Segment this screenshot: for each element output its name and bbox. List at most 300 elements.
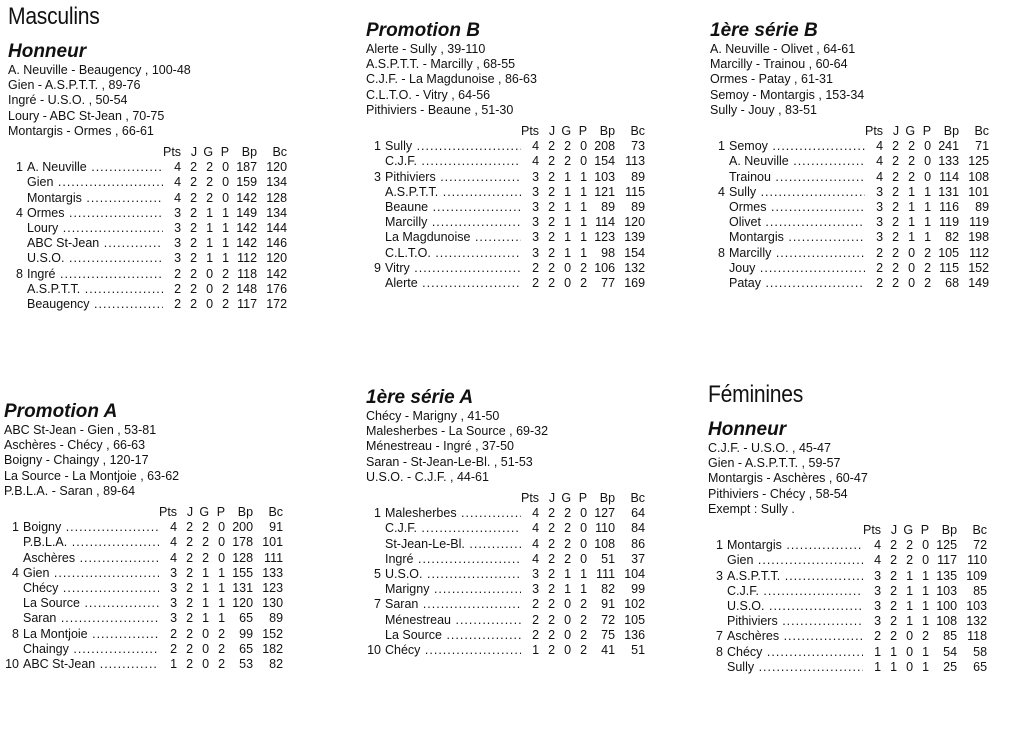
- column-header: Bp: [241, 145, 258, 160]
- standings-header-row: [4, 505, 283, 520]
- p-cell: 0: [222, 160, 230, 175]
- table-row: [708, 569, 987, 584]
- bp-cell: 98: [601, 245, 616, 260]
- bc-cell: 120: [624, 215, 646, 230]
- pts-cell: 3: [532, 200, 540, 215]
- result-line: C.J.F. - La Magdunoise , 86-63: [366, 72, 537, 87]
- bc-cell: 103: [966, 599, 988, 614]
- g-cell: 2: [908, 154, 916, 169]
- bc-cell: 125: [968, 154, 990, 169]
- bp-cell: 65: [239, 641, 254, 656]
- g-cell: 2: [564, 521, 572, 536]
- team-cell: [385, 139, 521, 154]
- j-cell: 2: [190, 160, 198, 175]
- bp-cell: 77: [601, 276, 616, 291]
- rank-cell: [4, 551, 23, 566]
- g-cell: 1: [564, 230, 572, 245]
- team-cell: [727, 584, 863, 599]
- j-cell: 2: [548, 612, 556, 627]
- p-cell: 2: [922, 629, 930, 644]
- j-cell: 2: [890, 614, 898, 629]
- result-line: C.J.F. - U.S.O. , 45-47: [708, 441, 831, 455]
- pts-cell: 3: [170, 596, 178, 611]
- j-cell: 2: [186, 581, 194, 596]
- pts-cell: 3: [532, 184, 540, 199]
- team-cell: [727, 629, 863, 644]
- team-cell: [727, 538, 863, 553]
- team-name: C.J.F. .....: [385, 154, 521, 169]
- bc-cell: 139: [624, 230, 646, 245]
- bp-cell: 75: [601, 627, 616, 642]
- rank-cell: [8, 236, 27, 251]
- rank-cell: 4: [16, 205, 23, 220]
- j-cell: 2: [890, 568, 898, 583]
- pts-cell: 3: [876, 184, 884, 199]
- p-cell: 1: [924, 215, 932, 230]
- rank-cell: 7: [716, 629, 723, 644]
- g-cell: 2: [564, 506, 572, 521]
- standings-header-row: [366, 124, 645, 139]
- team-name: Beaugency .....: [27, 297, 163, 312]
- p-cell: 0: [924, 154, 932, 169]
- j-cell: 1: [890, 644, 898, 659]
- p-cell: 1: [922, 659, 930, 674]
- j-cell: 2: [892, 276, 900, 291]
- team-name: P.B.L.A. .....: [23, 535, 159, 550]
- column-header: Pts: [521, 491, 540, 506]
- masculins-heading: Masculins: [8, 3, 100, 30]
- table-row: [4, 611, 283, 626]
- table-row: [8, 206, 287, 221]
- p-cell: 1: [218, 581, 226, 596]
- table-row: [366, 230, 645, 245]
- j-cell: 2: [186, 641, 194, 656]
- result-line: ABC St-Jean - Gien , 53-81: [4, 423, 157, 437]
- team-name: Marigny .....: [385, 582, 521, 597]
- rank-cell: [366, 628, 385, 643]
- team-name: C.L.T.O. .....: [385, 246, 521, 261]
- bc-cell: 115: [625, 184, 646, 199]
- bp-cell: 54: [943, 644, 958, 659]
- bp-cell: 142: [236, 236, 258, 251]
- team-name: Gien .....: [727, 553, 863, 568]
- j-cell: 2: [890, 583, 898, 598]
- rank-header: [708, 523, 727, 538]
- team-name: A.S.P.T.T. .....: [727, 569, 863, 584]
- team-cell: [385, 643, 521, 658]
- rank-cell: 5: [374, 567, 381, 582]
- j-cell: 2: [186, 565, 194, 580]
- p-cell: 2: [924, 260, 932, 275]
- rank-cell: [708, 660, 727, 675]
- pts-cell: 2: [532, 627, 540, 642]
- table-row: [708, 599, 987, 614]
- bc-cell: 84: [631, 521, 646, 536]
- pts-cell: 2: [532, 260, 540, 275]
- rank-cell: 3: [716, 568, 723, 583]
- g-cell: 1: [564, 245, 572, 260]
- table-row: [366, 139, 645, 154]
- pts-cell: 3: [532, 567, 540, 582]
- team-header: [729, 124, 865, 139]
- g-cell: 1: [908, 215, 916, 230]
- bp-cell: 108: [936, 614, 958, 629]
- g-cell: 2: [564, 536, 572, 551]
- table-row: [366, 154, 645, 169]
- team-name: Patay .....: [729, 276, 865, 291]
- team-name: Semoy .....: [729, 139, 865, 154]
- bp-cell: 127: [594, 506, 616, 521]
- p-cell: 0: [580, 521, 588, 536]
- result-line: Ménestreau - Ingré , 37-50: [366, 439, 514, 454]
- bp-cell: 82: [601, 582, 616, 597]
- team-cell: [27, 175, 163, 190]
- rank-header: [8, 145, 27, 160]
- table-row: [366, 628, 645, 643]
- p-cell: 1: [222, 251, 230, 266]
- standings-header-row: [710, 124, 989, 139]
- bc-cell: 112: [969, 245, 990, 260]
- bc-cell: 198: [968, 230, 990, 245]
- table-row: [710, 154, 989, 169]
- j-cell: 2: [190, 266, 198, 281]
- table-row: [366, 552, 645, 567]
- standings-table: [366, 124, 645, 291]
- p-cell: 1: [924, 184, 932, 199]
- bp-cell: 115: [939, 260, 960, 275]
- team-cell: [729, 139, 865, 154]
- result-line: Montargis - Ormes , 66-61: [8, 123, 154, 138]
- team-cell: [385, 567, 521, 582]
- team-name: Montargis .....: [27, 191, 163, 206]
- g-cell: 0: [206, 297, 214, 312]
- table-row: [4, 520, 283, 535]
- g-cell: 1: [906, 583, 914, 598]
- g-cell: 0: [908, 260, 916, 275]
- p-cell: 2: [924, 276, 932, 291]
- team-name: Chaingy .....: [23, 642, 159, 657]
- team-name: Marcilly .....: [385, 215, 521, 230]
- g-cell: 1: [202, 581, 210, 596]
- column-header: J: [190, 145, 198, 160]
- standings-table: [8, 145, 287, 312]
- g-cell: 1: [908, 184, 916, 199]
- team-name: U.S.O. .....: [727, 599, 863, 614]
- team-header: [385, 491, 521, 506]
- team-name: Jouy .....: [729, 261, 865, 276]
- table-row: [708, 553, 987, 568]
- result-line: Montargis - Aschères , 60-47: [708, 471, 868, 486]
- team-name: U.S.O. .....: [27, 251, 163, 266]
- standings-table: [708, 523, 987, 675]
- pts-cell: 4: [876, 139, 884, 154]
- bc-cell: 111: [264, 550, 284, 565]
- g-cell: 1: [206, 251, 214, 266]
- standings-header-row: [8, 145, 287, 160]
- table-row: [366, 582, 645, 597]
- bc-cell: 109: [966, 568, 988, 583]
- column-header: G: [905, 124, 916, 139]
- bp-cell: 108: [594, 536, 616, 551]
- j-cell: 2: [548, 521, 556, 536]
- team-name: A.S.P.T.T. .....: [27, 282, 163, 297]
- division-f-honneur: [708, 419, 987, 675]
- pts-cell: 2: [532, 276, 540, 291]
- team-cell: [727, 553, 863, 568]
- g-cell: 2: [908, 169, 916, 184]
- pts-cell: 3: [532, 215, 540, 230]
- result-line: P.B.L.A. - Saran , 89-64: [4, 483, 136, 498]
- team-name: Ingré .....: [385, 552, 521, 567]
- bp-cell: 103: [594, 169, 616, 184]
- team-name: Chécy .....: [385, 643, 521, 658]
- j-cell: 2: [548, 260, 556, 275]
- team-name: Aschères .....: [23, 551, 159, 566]
- rank-cell: [4, 581, 23, 596]
- bc-cell: 120: [266, 160, 288, 175]
- pts-cell: 3: [876, 200, 884, 215]
- column-header: Bc: [272, 145, 288, 160]
- g-cell: 1: [908, 200, 916, 215]
- table-row: [710, 200, 989, 215]
- team-name: Vitry .....: [385, 261, 521, 276]
- p-cell: 0: [580, 551, 588, 566]
- column-header: J: [548, 124, 556, 139]
- bc-cell: 89: [975, 200, 990, 215]
- g-cell: 0: [906, 629, 914, 644]
- g-cell: 1: [906, 568, 914, 583]
- team-name: A. Neuville .....: [729, 154, 865, 169]
- table-row: [708, 538, 987, 553]
- rank-cell: 9: [374, 260, 381, 275]
- j-cell: 2: [548, 506, 556, 521]
- team-name: U.S.O. .....: [385, 567, 521, 582]
- rank-cell: [366, 154, 385, 169]
- g-cell: 0: [206, 266, 214, 281]
- g-cell: 0: [202, 626, 210, 641]
- table-row: [710, 246, 989, 261]
- table-row: [8, 175, 287, 190]
- bp-cell: 149: [236, 205, 258, 220]
- pts-cell: 2: [874, 629, 882, 644]
- pts-cell: 3: [174, 221, 182, 236]
- bc-cell: 71: [975, 139, 990, 154]
- table-row: [366, 200, 645, 215]
- team-cell: [27, 160, 163, 175]
- g-cell: 2: [906, 553, 914, 568]
- p-cell: 0: [580, 139, 588, 154]
- results-list: [710, 42, 989, 118]
- pts-cell: 3: [532, 230, 540, 245]
- bp-cell: 100: [936, 599, 958, 614]
- result-line: A. Neuville - Beaugency , 100-48: [8, 63, 191, 77]
- j-cell: 2: [190, 190, 198, 205]
- g-cell: 1: [564, 582, 572, 597]
- team-name: Olivet .....: [729, 215, 865, 230]
- rank-cell: 3: [374, 169, 381, 184]
- column-header: P: [220, 145, 230, 160]
- bc-cell: 101: [262, 535, 284, 550]
- pts-cell: 1: [874, 659, 882, 674]
- bc-cell: 176: [266, 281, 288, 296]
- pts-cell: 3: [532, 582, 540, 597]
- result-line: Gien - A.S.P.T.T. , 59-57: [708, 456, 841, 471]
- bc-cell: 108: [968, 169, 990, 184]
- bc-cell: 91: [269, 520, 284, 535]
- column-header: G: [199, 505, 210, 520]
- j-cell: 2: [548, 230, 556, 245]
- team-name: Loury .....: [27, 221, 163, 236]
- j-cell: 2: [892, 154, 900, 169]
- p-cell: 2: [924, 245, 932, 260]
- result-line: A.S.P.T.T. - Marcilly , 68-55: [366, 57, 516, 72]
- division-m-promotion-b: [366, 20, 645, 291]
- bp-cell: 114: [595, 215, 616, 230]
- rank-cell: [708, 584, 727, 599]
- bc-cell: 118: [967, 629, 988, 644]
- team-name: La Montjoie .....: [23, 627, 159, 642]
- bc-cell: 182: [262, 641, 284, 656]
- team-cell: [385, 521, 521, 536]
- column-header: Bc: [974, 124, 990, 139]
- rank-cell: [4, 611, 23, 626]
- table-row: [708, 584, 987, 599]
- bc-cell: 72: [973, 538, 988, 553]
- pts-cell: 2: [170, 641, 178, 656]
- team-name: La Magdunoise .....: [385, 230, 521, 245]
- p-cell: 0: [922, 538, 930, 553]
- bc-cell: 58: [973, 644, 988, 659]
- j-cell: 2: [190, 221, 198, 236]
- j-cell: 2: [548, 567, 556, 582]
- rank-cell: [710, 261, 729, 276]
- result-line: Marcilly - Trainou , 60-64: [710, 57, 848, 72]
- table-row: [710, 215, 989, 230]
- p-cell: 2: [580, 643, 588, 658]
- team-cell: [385, 613, 521, 628]
- table-row: [4, 596, 283, 611]
- feminines-header-block: [708, 382, 816, 408]
- team-cell: [727, 660, 863, 675]
- g-cell: 0: [564, 643, 572, 658]
- p-cell: 1: [924, 200, 932, 215]
- column-header: Pts: [159, 505, 178, 520]
- team-name: Montargis .....: [729, 230, 865, 245]
- result-line: Ingré - U.S.O. , 50-54: [8, 93, 128, 108]
- team-name: Malesherbes .....: [385, 506, 521, 521]
- team-cell: [27, 297, 163, 312]
- j-cell: 2: [890, 599, 898, 614]
- result-line: U.S.O. - C.J.F. , 44-61: [366, 469, 489, 484]
- bp-cell: 116: [939, 200, 960, 215]
- pts-cell: 3: [874, 599, 882, 614]
- g-cell: 1: [564, 184, 572, 199]
- bc-cell: 110: [967, 553, 988, 568]
- bp-cell: 72: [601, 612, 616, 627]
- table-row: [366, 506, 645, 521]
- result-line: Semoy - Montargis , 153-34: [710, 87, 865, 102]
- rank-cell: 7: [374, 597, 381, 612]
- p-cell: 1: [218, 611, 226, 626]
- table-row: [4, 627, 283, 642]
- j-cell: 1: [890, 659, 898, 674]
- rank-cell: [4, 642, 23, 657]
- bp-cell: 154: [594, 154, 616, 169]
- table-row: [366, 276, 645, 291]
- pts-cell: 2: [174, 266, 182, 281]
- bp-cell: 123: [594, 230, 616, 245]
- team-cell: [729, 246, 865, 261]
- team-cell: [385, 246, 521, 261]
- bc-cell: 132: [966, 614, 988, 629]
- team-cell: [385, 276, 521, 291]
- team-cell: [385, 230, 521, 245]
- p-cell: 1: [580, 169, 588, 184]
- table-row: [4, 657, 283, 672]
- p-cell: 1: [580, 230, 588, 245]
- j-cell: 2: [892, 230, 900, 245]
- bp-cell: 112: [237, 251, 258, 266]
- bc-cell: 99: [631, 582, 646, 597]
- team-cell: [23, 520, 159, 535]
- g-cell: 1: [564, 567, 572, 582]
- table-row: [366, 643, 645, 658]
- rank-cell: [366, 230, 385, 245]
- standings-header-row: [366, 491, 645, 506]
- pts-cell: 4: [874, 538, 882, 553]
- table-row: [366, 597, 645, 612]
- team-cell: [27, 251, 163, 266]
- table-row: [708, 660, 987, 675]
- g-cell: 1: [564, 169, 572, 184]
- bc-cell: 136: [624, 627, 646, 642]
- bp-cell: 118: [237, 266, 258, 281]
- pts-cell: 2: [170, 626, 178, 641]
- table-row: [366, 185, 645, 200]
- table-row: [8, 297, 287, 312]
- table-row: [4, 581, 283, 596]
- rank-cell: 8: [16, 266, 23, 281]
- division-m-promotion-a: [4, 401, 283, 672]
- bc-cell: 134: [266, 175, 288, 190]
- j-cell: 2: [548, 215, 556, 230]
- g-cell: 1: [202, 565, 210, 580]
- team-cell: [385, 506, 521, 521]
- p-cell: 0: [218, 550, 226, 565]
- team-cell: [727, 614, 863, 629]
- g-cell: 1: [206, 236, 214, 251]
- pts-cell: 3: [174, 251, 182, 266]
- rank-header: [4, 505, 23, 520]
- bp-cell: 200: [232, 520, 254, 535]
- j-cell: 2: [548, 536, 556, 551]
- column-header: Pts: [865, 124, 884, 139]
- bp-cell: 155: [232, 565, 254, 580]
- bp-cell: 135: [936, 568, 958, 583]
- rank-cell: [710, 200, 729, 215]
- team-cell: [27, 221, 163, 236]
- g-cell: 0: [202, 657, 210, 672]
- division-title: Promotion B: [366, 20, 480, 41]
- bc-cell: 89: [269, 611, 284, 626]
- pts-cell: 2: [532, 612, 540, 627]
- p-cell: 0: [222, 190, 230, 205]
- g-cell: 0: [906, 659, 914, 674]
- rank-cell: [8, 221, 27, 236]
- rank-header: [366, 491, 385, 506]
- rank-cell: [366, 276, 385, 291]
- column-header: Pts: [521, 124, 540, 139]
